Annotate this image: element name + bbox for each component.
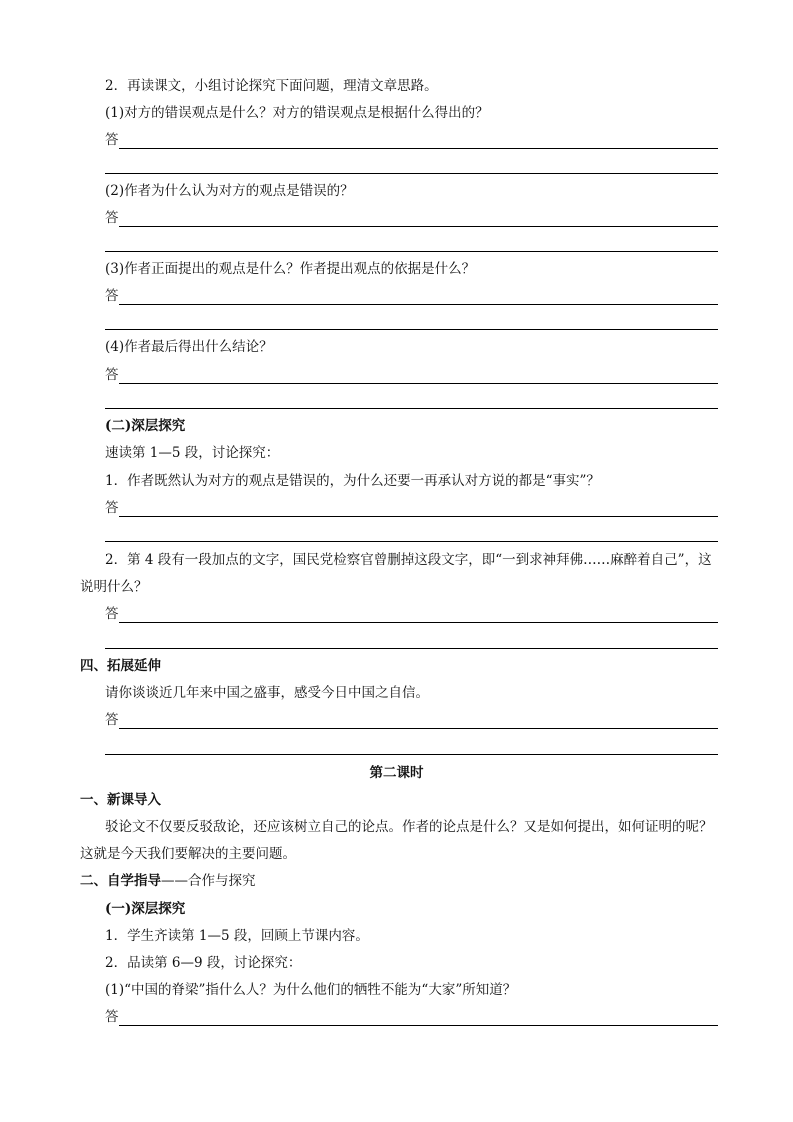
answer-underline: [119, 304, 718, 305]
lesson-2-item-1: 1．学生齐读第 1—5 段，回顾上节课内容。: [105, 928, 369, 944]
answer-line-extension-extra[interactable]: [105, 754, 718, 755]
self-study-heading: [80, 872, 256, 890]
deep-exploration-intro: 速读第 1—5 段，讨论探究：: [105, 445, 280, 461]
answer-line-deep-q1[interactable]: [105, 499, 718, 517]
extension-prompt: 请你谈谈近几年来中国之盛事，感受今日中国之自信。: [105, 685, 429, 701]
question-2-4: (4)作者最后得出什么结论？: [105, 339, 273, 355]
question-2-intro: 2．再读课文，小组讨论探究下面问题，理清文章思路。: [105, 78, 438, 94]
answer-line-q2-2[interactable]: [105, 209, 718, 227]
answer-label: 答: [105, 1009, 119, 1025]
answer-label: 答: [105, 606, 119, 622]
answer-line-q2-1-extra[interactable]: [105, 173, 718, 174]
answer-underline: [119, 1025, 718, 1026]
new-lesson-intro-heading: 一、新课导入: [80, 792, 161, 808]
answer-underline: [119, 728, 718, 729]
self-study-heading-rest: ——合作与探究: [161, 873, 256, 889]
answer-line-q2-1[interactable]: [105, 131, 718, 149]
answer-label: 答: [105, 500, 119, 516]
new-lesson-intro-text-line-2: 这就是今天我们要解决的主要问题。: [80, 846, 296, 862]
answer-label: 答: [105, 712, 119, 728]
answer-underline: [119, 516, 718, 517]
new-lesson-intro-text-line-1: 驳论文不仅要反驳敌论，还应该树立自己的论点。作者的论点是什么？又是如何提出，如何证明的呢？: [105, 819, 713, 835]
answer-label: 答: [105, 132, 119, 148]
answer-underline: [119, 226, 718, 227]
answer-line-deep-q2-extra[interactable]: [105, 648, 718, 649]
deep-exploration-heading: (二)深层探究: [105, 418, 186, 434]
answer-line-deep-q1-extra[interactable]: [105, 541, 718, 542]
lesson-2-title: 第二课时: [369, 765, 424, 781]
answer-line-q2-2-extra[interactable]: [105, 251, 718, 252]
answer-line-q2-4[interactable]: [105, 366, 718, 384]
answer-label: 答: [105, 210, 119, 226]
extension-heading: 四、拓展延伸: [80, 658, 161, 674]
answer-underline: [119, 148, 718, 149]
question-2-3: (3)作者正面提出的观点是什么？作者提出观点的依据是什么？: [105, 261, 476, 277]
lesson-2-item-2-question-1: (1)“中国的脊梁”指什么人？为什么他们的牺牲不能为“大家”所知道？: [105, 982, 517, 998]
answer-line-q2-4-extra[interactable]: [105, 408, 718, 409]
answer-line-q2-3[interactable]: [105, 287, 718, 305]
answer-line-q2-3-extra[interactable]: [105, 329, 718, 330]
deep-question-1: 1．作者既然认为对方的观点是错误的，为什么还要一再承认对方说的都是“事实”？: [105, 473, 600, 489]
answer-line-extension[interactable]: [105, 711, 718, 729]
self-study-heading-bold: 二、自学指导: [80, 873, 161, 889]
lesson-2-deep-heading: (一)深层探究: [105, 901, 186, 917]
answer-line-lesson-2-q1[interactable]: [105, 1008, 718, 1026]
answer-label: 答: [105, 367, 119, 383]
answer-label: 答: [105, 288, 119, 304]
question-2-2: (2)作者为什么认为对方的观点是错误的？: [105, 183, 354, 199]
answer-line-deep-q2[interactable]: [105, 605, 718, 623]
deep-question-2-line-2: 说明什么？: [80, 579, 148, 595]
question-2-1: (1)对方的错误观点是什么？对方的错误观点是根据什么得出的？: [105, 105, 489, 121]
answer-underline: [119, 383, 718, 384]
lesson-2-item-2: 2．品读第 6—9 段，讨论探究：: [105, 955, 302, 971]
deep-question-2-line-1: 2．第 4 段有一段加点的文字，国民党检察官曾删掉这段文字，即“一到求神拜佛……麻醉着自己”，这: [105, 552, 712, 568]
answer-underline: [119, 622, 718, 623]
